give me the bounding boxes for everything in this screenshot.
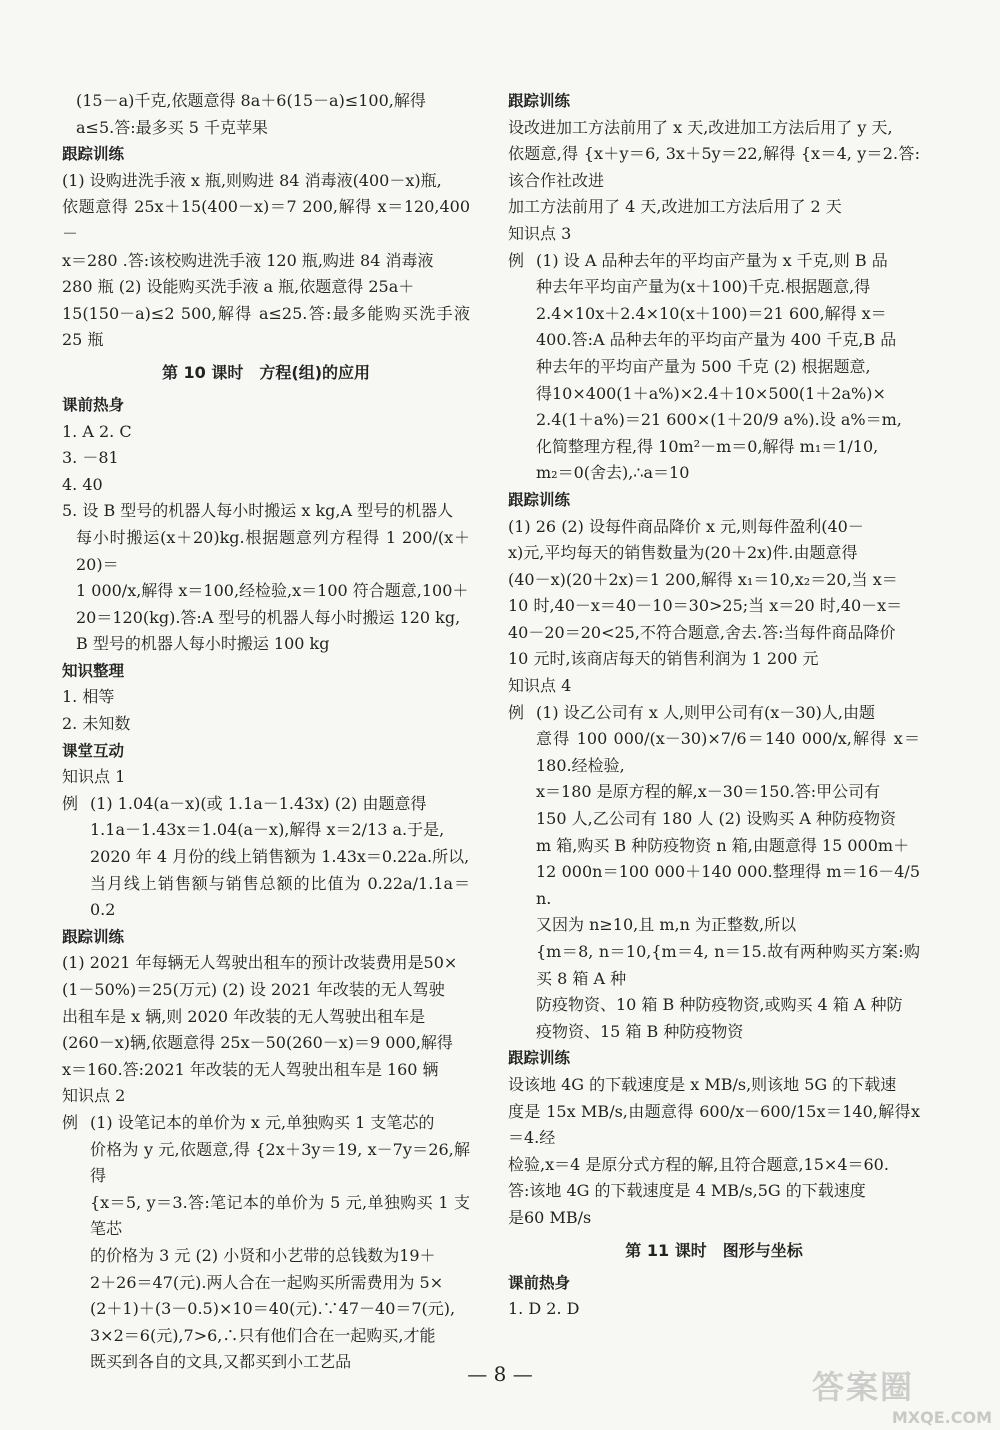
- watermark-url: MXQE.COM: [891, 1408, 992, 1427]
- section-heading: 课前热身: [62, 395, 125, 414]
- text-line: 是60 MB/s: [508, 1207, 592, 1227]
- text-line: 设改进加工方法前用了 x 天,改进加工方法后用了 y 天,: [508, 117, 893, 137]
- text-line: (15－a)千克,依题意得 8a＋6(15－a)≤100,解得: [76, 91, 426, 110]
- example-block: [508, 248, 920, 487]
- example-line: {m＝8, n＝10,{m＝4, n＝15.故有两种购买方案:购买 8 箱 A 种: [536, 942, 920, 988]
- text-line: 40－20＝20<25,不符合题意,舍去.答:当每件商品降价: [508, 622, 896, 642]
- text-line: 度是 15x MB/s,由题意得 600/x－600/15x＝140,解得x＝4.经: [508, 1101, 920, 1148]
- example-line: 价格为 y 元,依题意,得 {2x＋3y＝19, x－7y＝26,解得: [90, 1139, 470, 1186]
- example-line: (1) 设乙公司有 x 人,则甲公司有(x－30)人,由题: [536, 702, 875, 722]
- text-line: 1. D 2. D: [508, 1299, 580, 1319]
- text-line: x＝280 .答:该校购进洗手液 120 瓶,购进 84 消毒液: [62, 250, 434, 270]
- example-label: 例: [62, 793, 79, 813]
- example-line: m₂＝0(舍去),∴a＝10: [536, 463, 690, 483]
- text-line: x＝160.答:2021 年改装的无人驾驶出租车是 160 辆: [62, 1059, 439, 1079]
- text-line: 检验,x＝4 是原分式方程的解,且符合题意,15×4＝60.: [508, 1154, 889, 1174]
- example-block: [62, 791, 470, 924]
- example-line: 防疫物资、10 箱 B 种防疫物资,或购买 4 箱 A 种防: [536, 995, 903, 1015]
- text-line: 出租车是 x 辆,则 2020 年改装的无人驾驶出租车是: [62, 1006, 426, 1026]
- section-heading: 跟踪训练: [508, 490, 571, 509]
- text-line: 5. 设 B 型号的机器人每小时搬运 x kg,A 型号的机器人: [62, 501, 454, 521]
- text-line: 知识点 2: [62, 1086, 126, 1106]
- example-line: x＝180 是原方程的解,x－30＝150.答:甲公司有: [536, 782, 881, 802]
- text-line: (1) 2021 年每辆无人驾驶出租车的预计改装费用是50×: [62, 953, 458, 973]
- section-heading: 跟踪训练: [508, 92, 571, 110]
- lesson-title: 第 11 课时 图形与坐标: [625, 1240, 803, 1260]
- text-line: 知识点 4: [508, 676, 572, 696]
- example-line: {x＝5, y＝3.答:笔记本的单价为 5 元,单独购买 1 支笔芯: [90, 1192, 470, 1239]
- example-block: [62, 1110, 470, 1376]
- text-line: 3. －81: [62, 448, 119, 468]
- text-line: 1. 相等: [62, 687, 115, 707]
- example-label: 例: [508, 702, 525, 722]
- text-line: 15(150－a)≤2 500,解得 a≤25.答:最多能购买洗手液 25 瓶: [62, 303, 470, 350]
- text-line: 20＝120(kg).答:A 型号的机器人每小时搬运 120 kg,: [76, 607, 461, 627]
- example-line: 150 人,乙公司有 180 人 (2) 设购买 A 种防疫物资: [536, 809, 896, 829]
- example-line: (1) 设 A 品种去年的平均亩产量为 x 千克,则 B 品: [536, 250, 888, 270]
- text-line: 10 元时,该商店每天的销售利润为 1 200 元: [508, 649, 819, 669]
- text-line: 加工方法前用了 4 天,改进加工方法后用了 2 天: [508, 197, 842, 217]
- example-line: 种去年平均亩产量为(x＋100)千克.根据题意,得: [536, 277, 871, 297]
- text-line: (260－x)辆,依题意得 25x－50(260－x)＝9 000,解得: [62, 1033, 453, 1053]
- example-line: 2.4(1＋a%)＝21 600×(1＋20/9 a%).设 a%＝m,: [536, 410, 902, 430]
- example-line: 化简整理方程,得 10m²－m＝0,解得 m₁＝1/10,: [536, 436, 879, 456]
- example-line: 意得 100 000/(x－30)×7/6＝140 000/x,解得 x＝180.经检验,: [536, 729, 920, 775]
- example-line: 既买到各自的文具,又都买到小工艺品: [90, 1352, 352, 1372]
- text-line: a≤5.答:最多买 5 千克苹果: [76, 117, 268, 137]
- example-line: 疫物资、15 箱 B 种防疫物资: [536, 1021, 744, 1041]
- example-line: 2.4×10x＋2.4×10(x＋100)＝21 600,解得 x＝: [536, 303, 887, 323]
- left-column: [62, 88, 470, 1376]
- text-line: (40－x)(20＋2x)＝1 200,解得 x₁＝10,x₂＝20,当 x＝: [508, 569, 898, 589]
- example-line: 当月线上销售额与销售总额的比值为 0.22a/1.1a＝0.2: [90, 873, 470, 920]
- example-label: 例: [62, 1112, 79, 1132]
- watermark-logo: [812, 1362, 992, 1427]
- text-line: (1) 26 (2) 设每件商品降价 x 元,则每件盈利(40－: [508, 516, 864, 536]
- section-heading: 课堂互动: [62, 741, 125, 760]
- text-line: (1－50%)＝25(万元) (2) 设 2021 年改装的无人驾驶: [62, 980, 445, 999]
- example-block: [508, 700, 920, 1046]
- watermark-text: 答案圈: [812, 1368, 915, 1406]
- lesson-title: 第 10 课时 方程(组)的应用: [161, 362, 371, 382]
- text-line: 知识点 1: [62, 767, 126, 787]
- text-line: 每小时搬运(x＋20)kg.根据题意列方程得 1 200/(x＋20)＝: [76, 527, 470, 574]
- example-line: (2＋1)＋(3－0.5)×10＝40(元).∵47－40＝7(元),: [90, 1299, 456, 1319]
- right-column: [508, 88, 920, 1323]
- text-line: 1 000/x,解得 x＝100,经检验,x＝100 符合题意,100＋: [76, 581, 469, 601]
- section-heading: 跟踪训练: [508, 1049, 571, 1068]
- example-line: 12 000n＝100 000＋140 000.整理得 m＝16－4/5 n.: [536, 862, 920, 908]
- page-number: — 8 —: [467, 1362, 533, 1386]
- example-line: 1.1a－1.43x＝1.04(a－x),解得 x＝2/13 a.于是,: [90, 820, 445, 840]
- text-line: B 型号的机器人每小时搬运 100 kg: [76, 634, 330, 654]
- example-line: (1) 设笔记本的单价为 x 元,单独购买 1 支笔芯的: [90, 1112, 435, 1132]
- example-line: m 箱,购买 B 种防疫物资 n 箱,由题意得 15 000m＋: [536, 835, 910, 855]
- text-line: 依题意得 25x＋15(400－x)＝7 200,解得 x＝120,400－: [62, 197, 470, 243]
- section-heading: 跟踪训练: [62, 927, 125, 946]
- example-line: 400.答:A 品种去年的平均亩产量为 400 千克,B 品: [536, 330, 897, 350]
- text-line: 设该地 4G 的下载速度是 x MB/s,则该地 5G 的下载速: [508, 1074, 897, 1094]
- section-heading: 跟踪训练: [62, 145, 125, 164]
- section-heading: 课前热身: [508, 1273, 571, 1292]
- text-line: 2. 未知数: [62, 714, 131, 734]
- text-line: 知识点 3: [508, 223, 572, 243]
- section-heading: 知识整理: [62, 661, 125, 680]
- example-label: 例: [508, 250, 525, 270]
- example-line: 3×2＝6(元),7>6,∴只有他们合在一起购买,才能: [90, 1325, 436, 1345]
- text-line: 280 瓶 (2) 设能购买洗手液 a 瓶,依题意得 25a＋: [62, 277, 415, 297]
- text-line: 4. 40: [62, 474, 103, 494]
- text-line: x)元,平均每天的销售数量为(20＋2x)件.由题意得: [508, 543, 858, 563]
- text-line: 1. A 2. C: [62, 421, 132, 441]
- text-line: (1) 设购进洗手液 x 瓶,则购进 84 消毒液(400－x)瓶,: [62, 170, 442, 190]
- example-line: 种去年的平均亩产量为 500 千克 (2) 根据题意,: [536, 356, 871, 376]
- example-line: 2＋26＝47(元).两人合在一起购买所需费用为 5×: [90, 1272, 444, 1292]
- text-line: 依题意,得 {x＋y＝6, 3x＋5y＝22,解得 {x＝4, y＝2.答:该合作社改进: [508, 144, 920, 190]
- example-line: 又因为 n≥10,且 m,n 为正整数,所以: [536, 915, 797, 935]
- example-line: (1) 1.04(a－x)(或 1.1a－1.43x) (2) 由题意得: [90, 793, 427, 813]
- text-line: 答:该地 4G 的下载速度是 4 MB/s,5G 的下载速度: [508, 1181, 866, 1201]
- example-line: 2020 年 4 月份的线上销售额为 1.43x＝0.22a.所以,: [90, 847, 470, 867]
- example-line: 的价格为 3 元 (2) 小贤和小艺带的总钱数为19＋: [90, 1245, 436, 1265]
- example-line: 得10×400(1＋a%)×2.4＋10×500(1＋2a%)×: [536, 383, 886, 403]
- text-line: 10 时,40－x＝40－10＝30>25;当 x＝20 时,40－x＝: [508, 596, 903, 616]
